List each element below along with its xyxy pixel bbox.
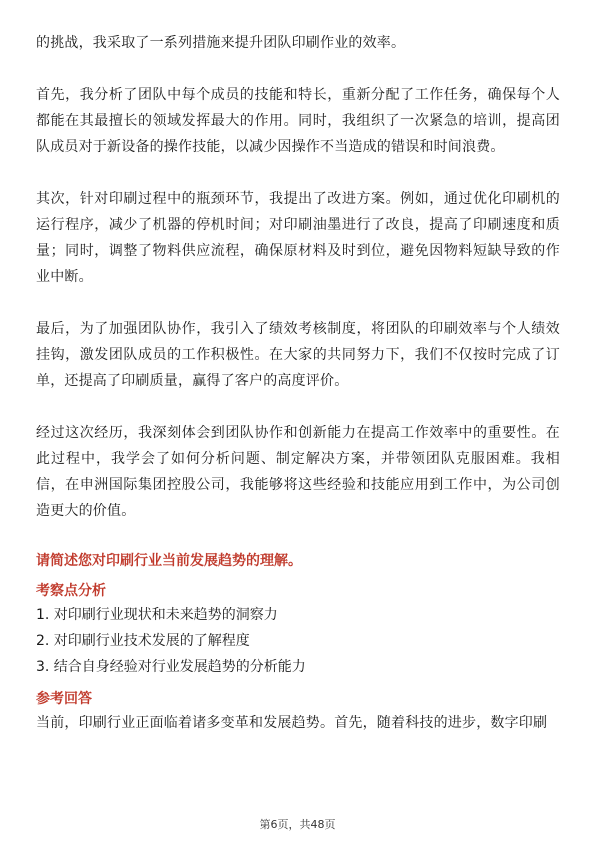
analysis-heading: 考察点分析 [36,583,106,599]
analysis-item: 2. 对印刷行业技术发展的了解程度 [36,633,250,649]
document-page [36,30,560,736]
analysis-item: 3. 结合自身经验对行业发展趋势的分析能力 [36,659,306,675]
answer-paragraph: 当前，印刷行业正面临着诸多变革和发展趋势。首先，随着科技的进步，数字印刷 [36,715,548,731]
paragraph-intro: 的挑战，我采取了一系列措施来提升团队印刷作业的效率。 [36,35,406,51]
paragraph-conclusion: 经过这次经历，我深刻体会到团队协作和创新能力在提高工作效率中的重要性。在此过程中，我学会了如何分析问题、制定解决方案，并带领团队克服困难。我相信，在申洲国际集团控股公司，我能够将这些经验和技能应用到工作中，为公司创造更大的价值。 [36,425,560,519]
paragraph-first: 首先，我分析了团队中每个成员的技能和特长，重新分配了工作任务，确保每个人都能在其最擅长的领域发挥最大的作用。同时，我组织了一次紧急的培训，提高团队成员对于新设备的操作技能，以减少因操作不当造成的错误和时间浪费。 [36,87,560,155]
answer-heading: 参考回答 [36,691,92,707]
analysis-item: 1. 对印刷行业现状和未来趋势的洞察力 [36,607,278,623]
paragraph-last: 最后，为了加强团队协作，我引入了绩效考核制度，将团队的印刷效率与个人绩效挂钩，激发团队成员的工作积极性。在大家的共同努力下，我们不仅按时完成了订单，还提高了印刷质量，赢得了客户的高度评价。 [36,321,560,389]
paragraph-second: 其次，针对印刷过程中的瓶颈环节，我提出了改进方案。例如，通过优化印刷机的运行程序，减少了机器的停机时间；对印刷油墨进行了改良，提高了印刷速度和质量；同时，调整了物料供应流程，确保原材料及时到位，避免因物料短缺导致的作业中断。 [36,191,560,285]
analysis-list [36,602,560,680]
question-heading: 请简述您对印刷行业当前发展趋势的理解。 [36,553,302,569]
page-footer: 第6页，共48页 [259,818,336,831]
